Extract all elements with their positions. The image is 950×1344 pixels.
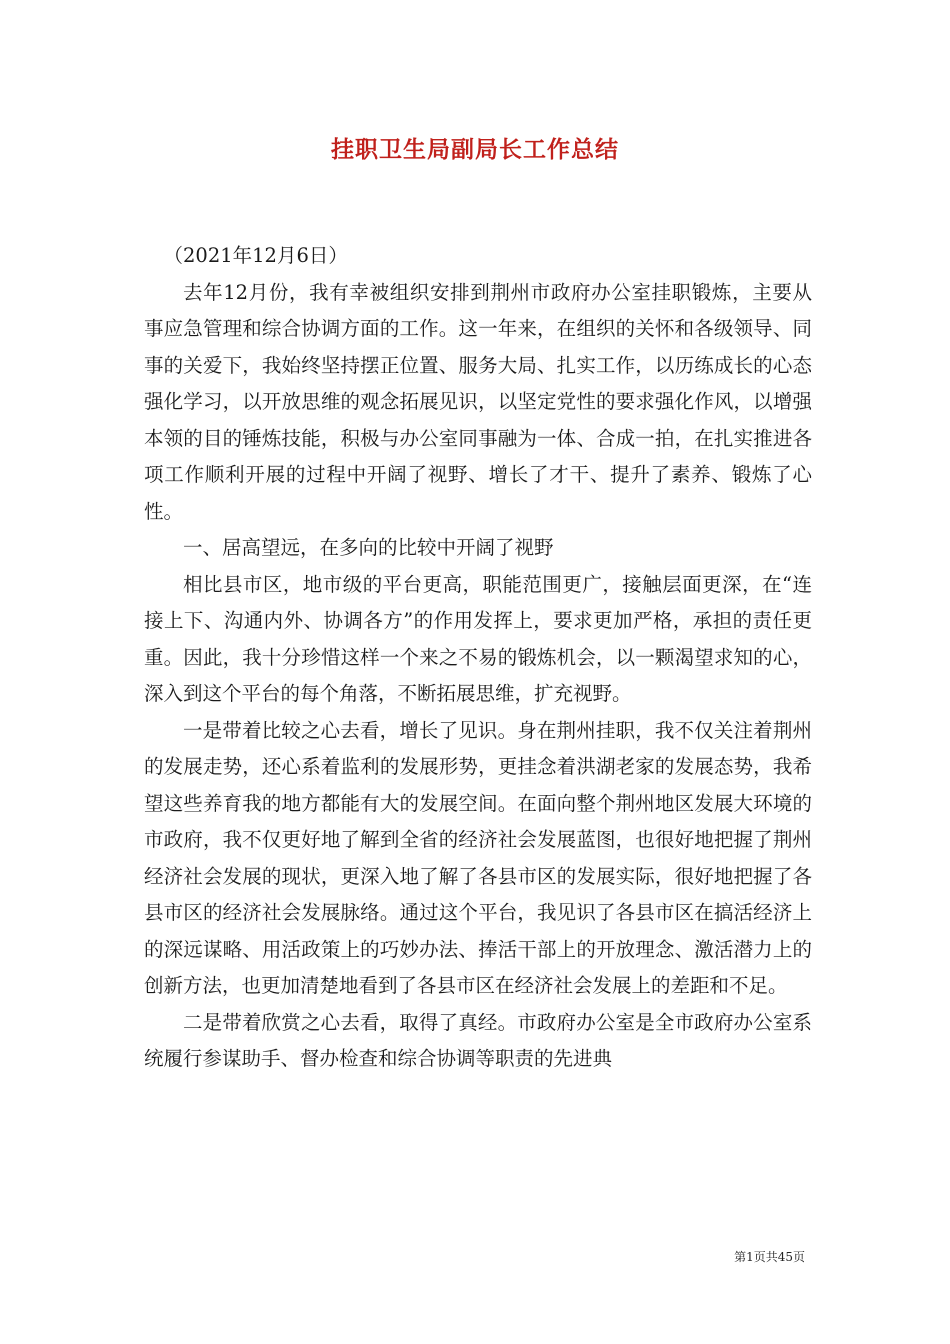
document-title: 挂职卫生局副局长工作总结 (331, 137, 619, 163)
document-date: （2021年12月6日） (163, 244, 348, 267)
paragraph-section-1: 相比县市区，地市级的平台更高，职能范围更广，接触层面更深，在“连接上下、沟通内外、协调各方”的作用发挥上，要求更加严格，承担的责任更重。因此，我十分珍惜这样一个来之不易的锻炼机会，以一颗渴望求知的心，深入到这个平台的每个角落，不断拓展思维，扩充视野。 (144, 572, 812, 705)
paragraph-intro: 去年12月份，我有幸被组织安排到荆州市政府办公室挂职锻炼，主要从事应急管理和综合协调方面的工作。这一年来，在组织的关怀和各级领导、同事的关爱下，我始终坚持摆正位置、服务大局、扎实工作，以历练成长的心态强化学习，以开放思维的观念拓展见识，以坚定党性的要求强化作风，以增强本领的目的锤炼技能，积极与办公室同事融为一体、合成一拍，在扎实推进各项工作顺利开展的过程中开阔了视野、增长了才干、提升了素养、锻炼了心性。 (144, 280, 812, 523)
section-heading-1: 一、居高望远，在多向的比较中开阔了视野 (183, 536, 554, 559)
paragraph-point-1: 一是带着比较之心去看，增长了见识。身在荆州挂职，我不仅关注着荆州的发展走势，还心系着监利的发展形势，更挂念着洪湖老家的发展态势，我希望这些养育我的地方都能有大的发展空间。在面向整个荆州地区发展大环境的市政府，我不仅更好地了解到全省的经济社会发展蓝图，也很好地把握了荆州经济社会发展的现状，更深入地了解了各县市区的发展实际，很好地把握了各县市区的经济社会发展脉络。通过这个平台，我见识了各县市区在搞活经济上的深远谋略、用活政策上的巧妙办法、捧活干部上的开放理念、激活潜力上的创新方法，也更加清楚地看到了各县市区在经济社会发展上的差距和不足。 (144, 718, 812, 997)
document-body (144, 238, 812, 1078)
page-number: 第1页共45页 (734, 1250, 805, 1264)
paragraph-point-2: 二是带着欣赏之心去看，取得了真经。市政府办公室是全市政府办公室系统履行参谋助手、督办检查和综合协调等职责的先进典 (144, 1010, 812, 1070)
